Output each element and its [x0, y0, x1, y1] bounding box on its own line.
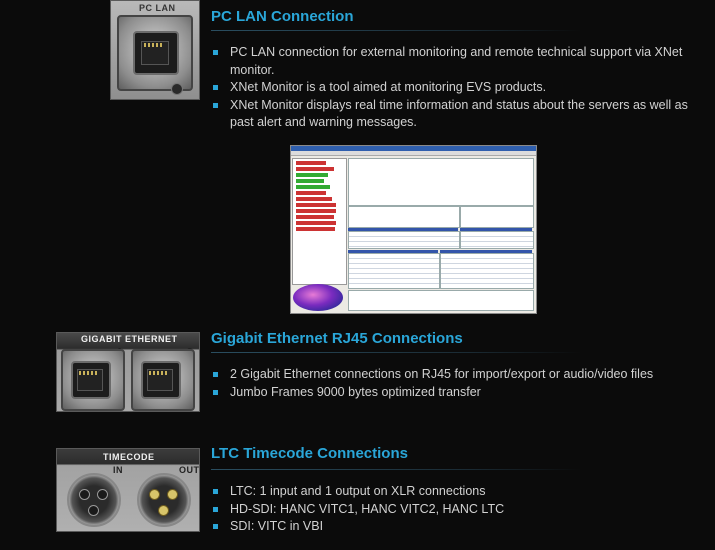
pc-lan-title-rule [211, 30, 581, 31]
list-item: SDI: VITC in VBI [211, 518, 701, 536]
ltc-bullets [211, 483, 701, 536]
gigabit-ethernet-connector-image [56, 332, 200, 412]
globe-graphic [293, 284, 343, 311]
xnet-monitor-screenshot [290, 145, 537, 314]
gigabit-title-rule [211, 352, 581, 353]
gigabit-panel-label: GIGABIT ETHERNET [81, 334, 178, 344]
list-item: XNet Monitor displays real time information and status about the servers as well as past alert and warning messages. [211, 97, 701, 132]
pc-lan-connector-image [110, 0, 200, 100]
list-item: 2 Gigabit Ethernet connections on RJ45 for import/export or audio/video files [211, 366, 701, 384]
list-item: PC LAN connection for external monitoring and remote technical support via XNet monitor. [211, 44, 701, 79]
list-item: Jumbo Frames 9000 bytes optimized transfer [211, 384, 701, 402]
pc-lan-bullets [211, 44, 701, 132]
list-item: XNet Monitor is a tool aimed at monitoring EVS products. [211, 79, 701, 97]
list-item: LTC: 1 input and 1 output on XLR connections [211, 483, 701, 501]
gigabit-title: Gigabit Ethernet RJ45 Connections [211, 330, 463, 347]
xlr-female-connector [67, 473, 121, 527]
timecode-out-label: OUT [179, 465, 200, 475]
ltc-title: LTC Timecode Connections [211, 445, 408, 462]
pc-lan-title: PC LAN Connection [211, 8, 354, 25]
screw-icon [171, 83, 183, 95]
timecode-in-label: IN [113, 465, 123, 475]
timecode-panel-label: TIMECODE [103, 452, 155, 462]
ltc-timecode-connector-image [56, 448, 200, 532]
list-item: HD-SDI: HANC VITC1, HANC VITC2, HANC LTC [211, 501, 701, 519]
xlr-male-connector [137, 473, 191, 527]
ltc-title-rule [211, 469, 581, 470]
gigabit-bullets [211, 366, 701, 401]
pc-lan-panel-label: PC LAN [139, 3, 176, 13]
